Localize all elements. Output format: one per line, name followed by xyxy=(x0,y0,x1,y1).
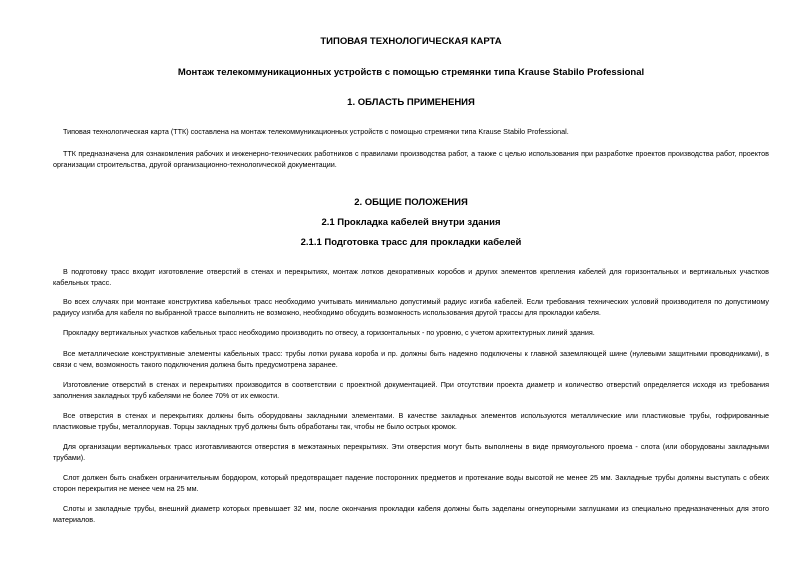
section-2-paragraph: Изготовление отверстий в стенах и перекрытиях производится в соответствии с проектной документацией. При отсутствии проекта диаметр и количество отверстий определяется исходя из требования заполнения закладных труб кабелями не более 70% от их емкости. xyxy=(53,380,769,400)
section-2-heading: 2. ОБЩИЕ ПОЛОЖЕНИЯ xyxy=(354,197,468,208)
section-2-1-heading: 2.1 Прокладка кабелей внутри здания xyxy=(321,217,501,228)
section-1-heading: 1. ОБЛАСТЬ ПРИМЕНЕНИЯ xyxy=(347,97,475,108)
section-2-paragraph: Слоты и закладные трубы, внешний диаметр которых превышает 32 мм, после окончания прокладки кабеля должны быть заделаны огнеупорными заглушками из специально предназначенных для этого материалов. xyxy=(53,504,769,524)
document-title: ТИПОВАЯ ТЕХНОЛОГИЧЕСКАЯ КАРТА xyxy=(320,36,502,47)
section-1-paragraph: ТТК предназначена для ознакомления рабочих и инженерно-технических работников с правилами производства работ, а также с целью использования при разработке проектов производства работ, проектов организации строительства, другой организационно-технологической документации. xyxy=(53,149,769,169)
section-2-paragraph: В подготовку трасс входит изготовление отверстий в стенах и перекрытиях, монтаж лотков декоративных коробов и других элементов крепления кабелей для горизонтальных и вертикальных участков кабельных трасс. xyxy=(53,267,769,287)
section-2-paragraph: Все отверстия в стенах и перекрытиях должны быть оборудованы закладными элементами. В качестве закладных элементов используются металлические или пластиковые трубы, гофрированные пластиковые трубы, металлорукав. Торцы закладных труб должны быть обработаны так, чтобы не было острых кромок. xyxy=(53,411,769,431)
section-2-paragraph: Для организации вертикальных трасс изготавливаются отверстия в межэтажных перекрытиях. Эти отверстия могут быть выполнены в виде прямоугольного проема - слота (или оборудованы закладными трубами). xyxy=(53,442,769,462)
section-2-paragraph: Прокладку вертикальных участков кабельных трасс необходимо производить по отвесу, а горизонтальных - по уровню, с учетом архитектурных линий здания. xyxy=(63,328,595,337)
section-2-paragraph: Все металлические конструктивные элементы кабельных трасс: трубы лотки рукава короба и пр. должны быть надежно подключены к главной заземляющей шине (нулевыми защитными проводниками), в связи с чем, возможность такого подключения должна быть предусмотрена заранее. xyxy=(53,349,769,369)
document-subtitle: Монтаж телекоммуникационных устройств с помощью стремянки типа Krause Stabilo Professional xyxy=(177,67,645,78)
document-page xyxy=(53,0,769,571)
section-2-paragraph: Слот должен быть снабжен ограничительным бордюром, который предотвращает падение посторонних предметов и протекание воды высотой не менее 25 мм. Закладные трубы должны выступать с обеих сторон перекрытия не менее чем на 25 мм. xyxy=(53,473,769,493)
section-1-paragraph: Типовая технологическая карта (ТТК) составлена на монтаж телекоммуникационных устройств с помощью стремянки типа Krause Stabilo Professional. xyxy=(63,127,569,136)
section-2-1-1-heading: 2.1.1 Подготовка трасс для прокладки кабелей xyxy=(300,237,522,248)
section-2-paragraph: Во всех случаях при монтаже конструктива кабельных трасс необходимо учитывать минимально допустимый радиус изгиба кабелей. Если требования технических условий производителя по допустимому радиусу изгиба для кабеля по выбранной трассе выполнить не возможно, необходимо обсудить возможность использования другой трассы для прокладки кабеля. xyxy=(53,297,769,317)
